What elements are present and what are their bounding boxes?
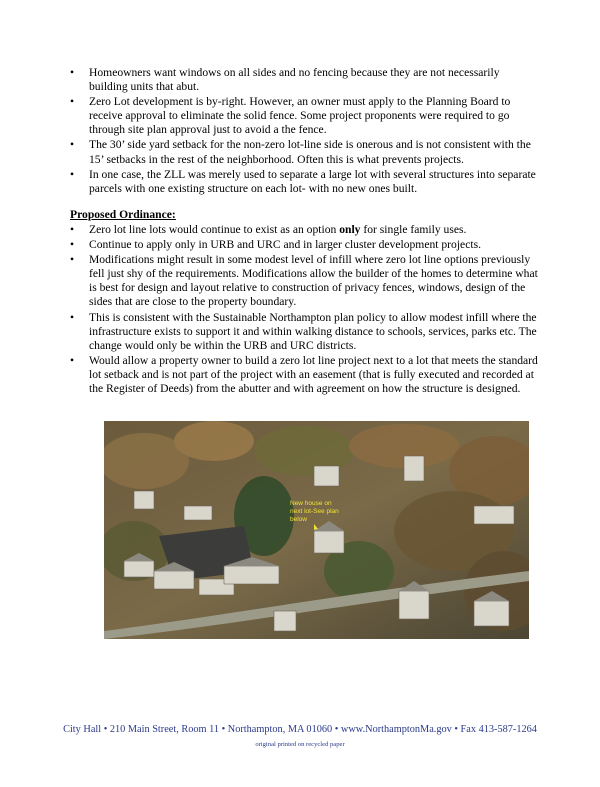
list-item-text: Would allow a property owner to build a zero lot line project next to a lot that meets the standard lot setback and is not part of the project with an easement (that is fully executed and recorded at the Register of Deeds) from the abutter and with agreement on how the structure is designed.: [89, 353, 538, 395]
list-item-text: The 30’ side yard setback for the non-zero lot-line side is onerous and is not consistent with the 15’ setbacks in the rest of the neighborhood. Often this is what prevents projects.: [89, 138, 531, 166]
list-item-text-emphasis: only: [339, 222, 361, 236]
bullet-icon: •: [70, 95, 75, 109]
list-item-text: Continue to apply only in URB and URC and in larger cluster development projects.: [89, 238, 481, 252]
list-item: [70, 223, 540, 237]
list-item: [70, 66, 540, 94]
context-bullet-list: [70, 66, 540, 196]
aerial-photo: [104, 421, 529, 639]
aerial-photo-illustration: [104, 421, 529, 639]
list-item-text: In one case, the ZLL was merely used to separate a large lot with several structures into separate parcels with one existing structure on each lot- with no new ones built.: [89, 167, 536, 195]
section-heading-proposed-ordinance: [70, 208, 540, 222]
footer-address: City Hall • 210 Main Street, Room 11 • Northampton, MA 01060 • www.NorthamptonMa.gov • Fax 413-587-1264: [63, 724, 537, 735]
bullet-icon: •: [70, 167, 75, 181]
annotation-line-3: below: [290, 516, 307, 523]
footer-recycled-note: original printed on recycled paper: [255, 741, 345, 748]
bullet-icon: •: [70, 222, 75, 236]
list-item-text-post: for single family uses.: [360, 222, 467, 236]
bullet-icon: •: [70, 238, 75, 252]
list-item: [70, 95, 540, 137]
list-item-text: Modifications might result in some modest level of infill where zero lot line options previously fell just shy of the requirements. Modifications allow the builder of the homes to determine what is best for design and layout relative to construction of privacy fences, windows, design of the sides that are close to the property boundary.: [89, 253, 538, 309]
list-item: [70, 138, 540, 166]
heading-colon: :: [171, 207, 176, 221]
heading-text: Proposed Ordinance: [70, 207, 172, 221]
document-body: [70, 66, 540, 397]
bullet-icon: •: [70, 66, 75, 79]
list-item-text: Zero Lot development is by-right. However, an owner must apply to the Planning Board to receive approval to eliminate the solid fence. Some project proponents were required to go through site plan approval just to avoid a the fence.: [89, 95, 511, 137]
list-item: [70, 253, 540, 309]
list-item: [70, 168, 540, 196]
bullet-icon: •: [70, 138, 75, 152]
list-item-text-pre: Zero lot line lots would continue to exist as an option: [89, 222, 340, 236]
list-item: [70, 311, 540, 353]
annotation-line-1: New house on: [290, 500, 332, 507]
list-item: [70, 238, 540, 252]
bullet-icon: •: [70, 353, 75, 367]
bullet-icon: •: [70, 310, 75, 324]
list-item-text: This is consistent with the Sustainable Northampton plan policy to allow modest infill where the infrastructure exists to support it and within walking distance to schools, services, parks etc. The change would only be within the URB and URC districts.: [89, 310, 537, 352]
bullet-icon: •: [70, 253, 75, 267]
list-item: [70, 354, 540, 396]
annotation-line-2: next lot-See plan: [290, 508, 339, 515]
proposed-bullet-list: [70, 223, 540, 396]
list-item-text: Homeowners want windows on all sides and no fencing because they are not necessarily building units that abut.: [89, 66, 500, 94]
